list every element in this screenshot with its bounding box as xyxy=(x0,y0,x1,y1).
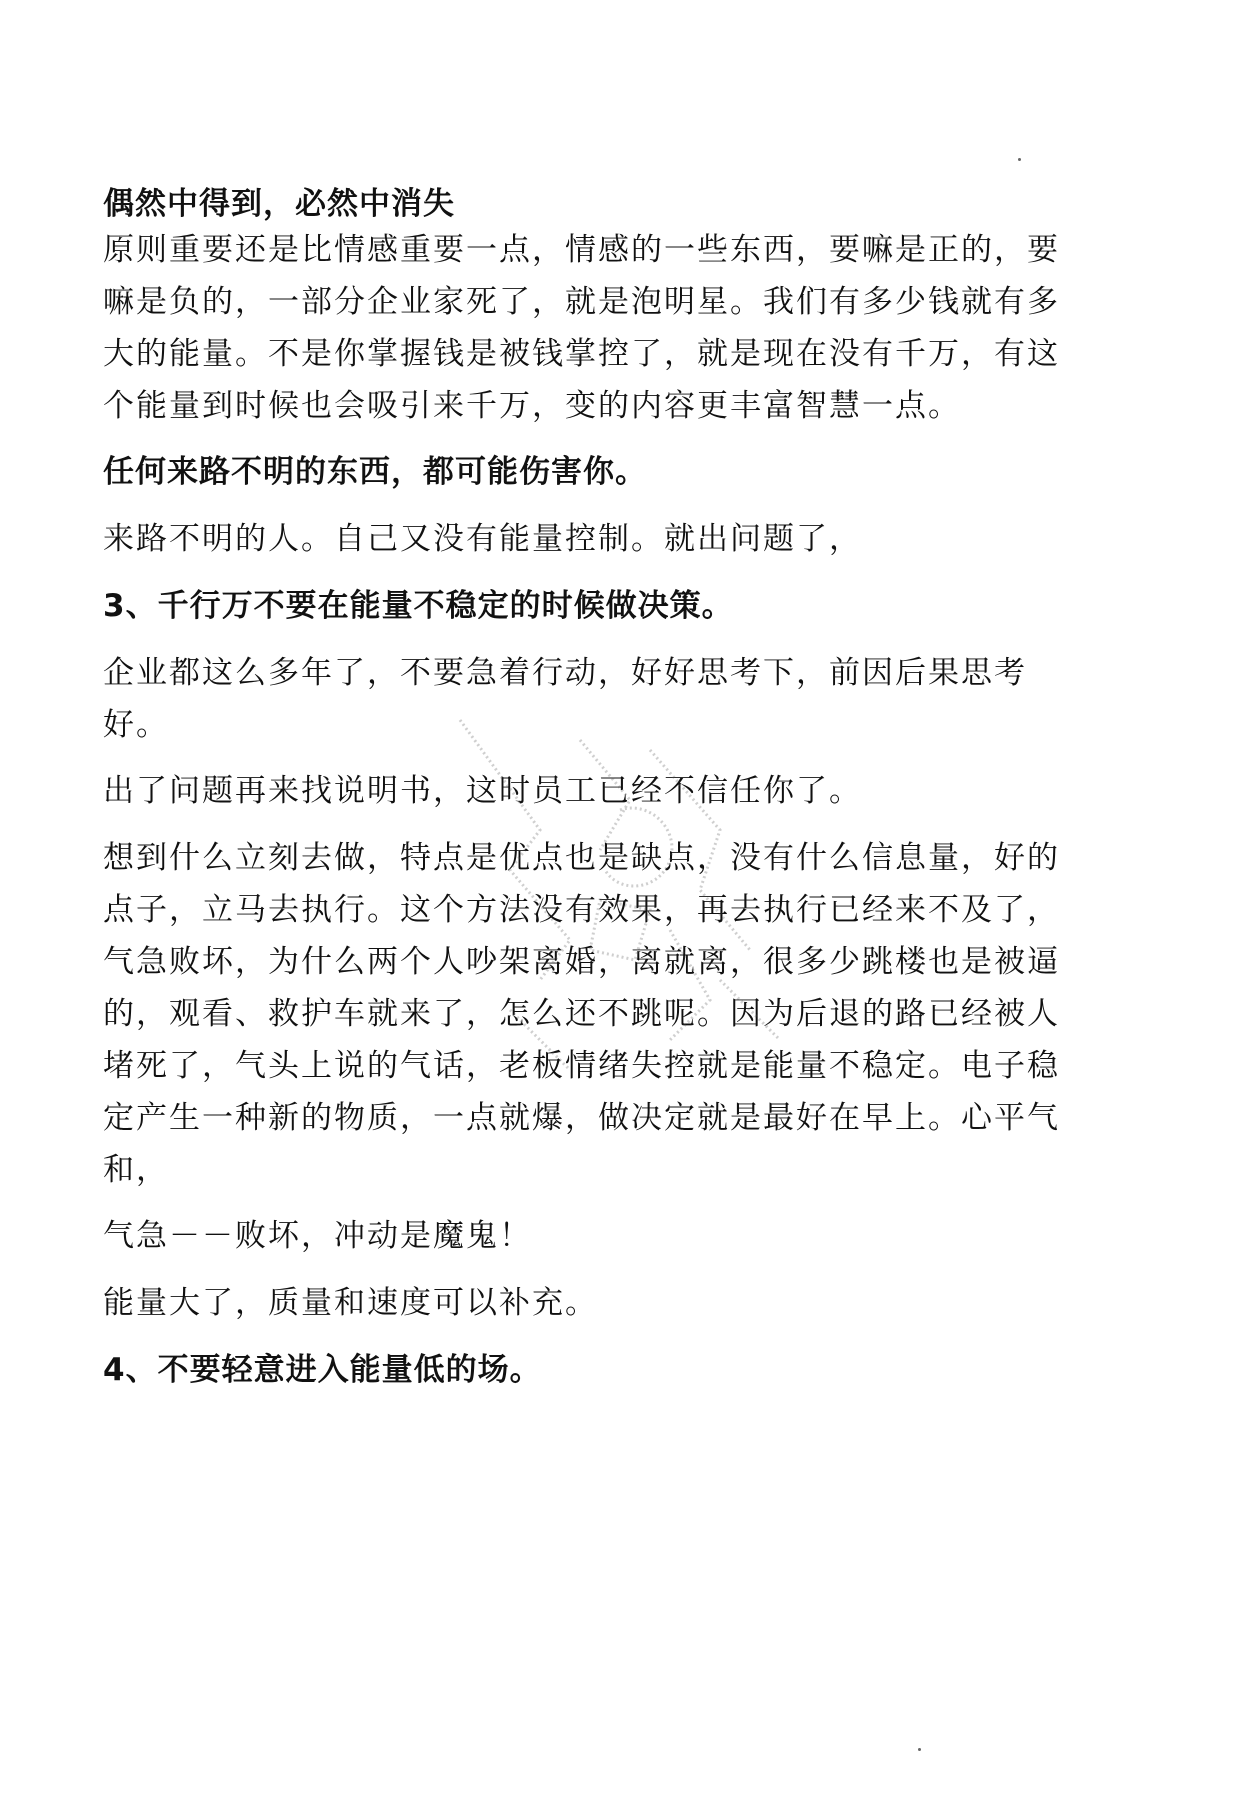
paragraph-line: 点子，立马去执行。这个方法没有效果，再去执行已经来不及了， xyxy=(103,892,1060,928)
paragraph-line: 和， xyxy=(103,1152,169,1188)
paragraph-line: 个能量到时候也会吸引来千万，变的内容更丰富智慧一点。 xyxy=(103,388,961,424)
paragraph-line: 定产生一种新的物质，一点就爆，做决定就是最好在早上。心平气 xyxy=(103,1100,1060,1136)
paragraph-line: 能量大了，质量和速度可以补充。 xyxy=(103,1285,598,1321)
paragraph-line: 大的能量。不是你掌握钱是被钱掌控了，就是现在没有千万，有这 xyxy=(103,336,1060,372)
scan-speck xyxy=(1018,158,1021,161)
paragraph-line: 出了问题再来找说明书，这时员工已经不信任你了。 xyxy=(103,773,862,809)
paragraph-line: 原则重要还是比情感重要一点，情感的一些东西，要嘛是正的，要 xyxy=(103,232,1060,268)
heading-text: 任何来路不明的东西，都可能伤害你。 xyxy=(103,454,647,490)
heading-text: 偶然中得到，必然中消失 xyxy=(103,186,455,222)
paragraph-line: 好。 xyxy=(103,707,169,743)
heading-text: 4、不要轻意进入能量低的场。 xyxy=(103,1352,542,1388)
heading-text: 3、千行万不要在能量不稳定的时候做决策。 xyxy=(103,588,734,624)
paragraph-line: 气急败坏，为什么两个人吵架离婚，离就离，很多少跳楼也是被逼 xyxy=(103,944,1060,980)
paragraph-line: 嘛是负的，一部分企业家死了，就是泡明星。我们有多少钱就有多 xyxy=(103,284,1060,320)
paragraph-line: 的，观看、救护车就来了，怎么还不跳呢。因为后退的路已经被人 xyxy=(103,996,1060,1032)
paragraph-line: 来路不明的人。自己又没有能量控制。就出问题了， xyxy=(103,521,862,557)
paragraph-line: 想到什么立刻去做，特点是优点也是缺点，没有什么信息量，好的 xyxy=(103,840,1060,876)
paragraph-line: 气急－－败坏，冲动是魔鬼！ xyxy=(103,1218,532,1254)
scan-speck xyxy=(918,1748,921,1751)
paragraph-line: 企业都这么多年了，不要急着行动，好好思考下，前因后果思考 xyxy=(103,655,1027,691)
paragraph-line: 堵死了，气头上说的气话，老板情绪失控就是能量不稳定。电子稳 xyxy=(103,1048,1060,1084)
